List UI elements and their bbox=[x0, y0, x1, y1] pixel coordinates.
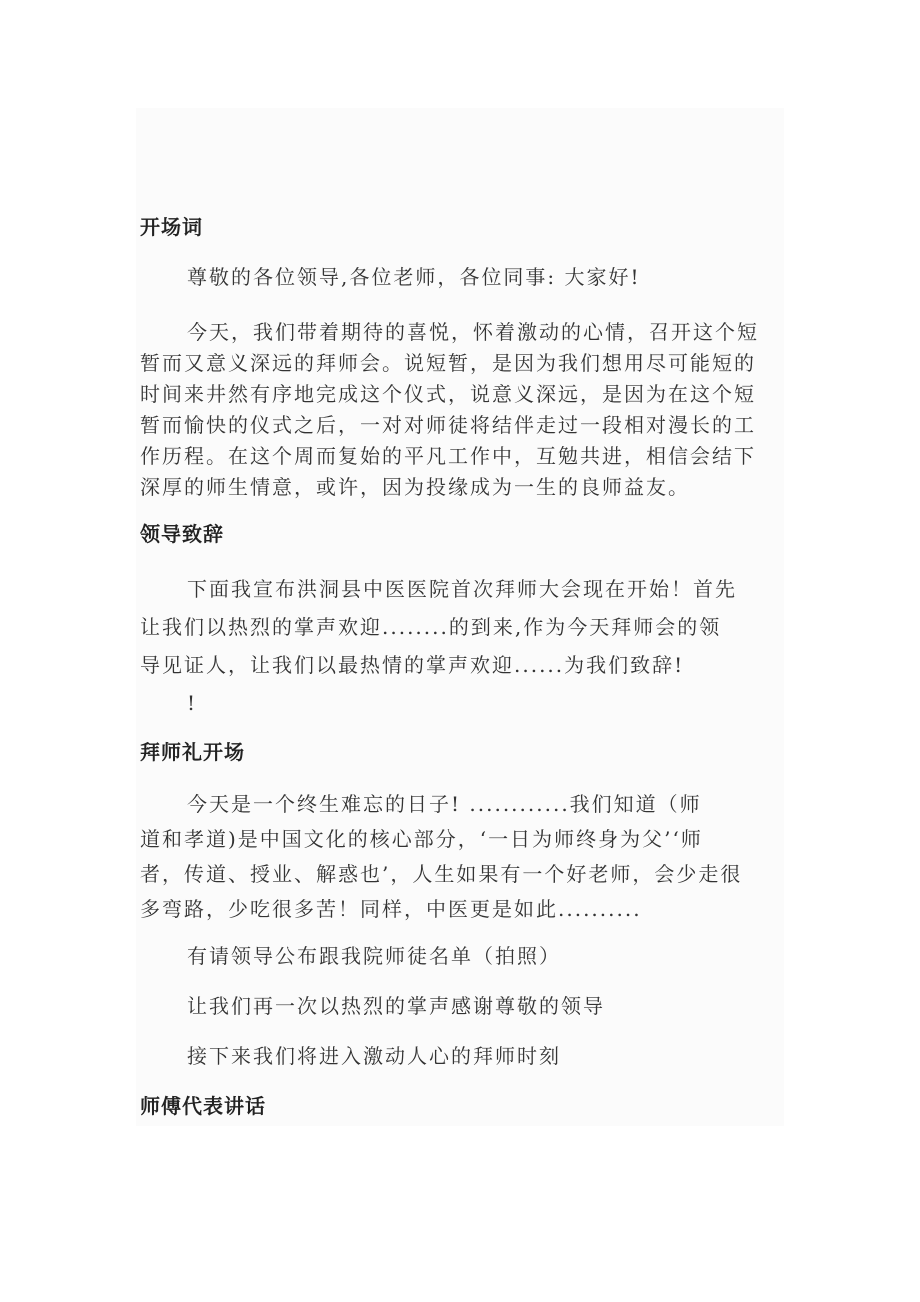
opening-greeting bbox=[140, 262, 800, 292]
paragraph-line: 作历程。在这个周而复始的平凡工作中，互勉共进，相信会结下 bbox=[140, 444, 756, 468]
heading-master-speech: 师傅代表讲话 bbox=[140, 1094, 266, 1118]
opening-paragraph bbox=[140, 317, 800, 503]
greeting-line: 尊敬的各位领导,各位老师，各位同事: 大家好! bbox=[187, 265, 641, 289]
paragraph-line: 今天是一个终生难忘的日子! ............我们知道（师 bbox=[187, 792, 702, 816]
heading-opening: 开场词 bbox=[140, 215, 203, 239]
paragraph-line: 道和孝道)是中国文化的核心部分，‘一日为师终身为父’‘师 bbox=[140, 827, 703, 851]
leader-paragraph bbox=[140, 570, 800, 684]
ceremony-paragraph bbox=[140, 787, 800, 927]
text-line: 让我们再一次以热烈的掌声感谢尊敬的领导 bbox=[187, 994, 605, 1018]
paragraph-line: 暂而愉快的仪式之后，一对对师徒将结伴走过一段相对漫长的工 bbox=[140, 413, 756, 437]
ceremony-line-b bbox=[140, 991, 800, 1021]
ceremony-line-a bbox=[140, 941, 800, 971]
paragraph-line: 深厚的师生情意，或许，因为投缘成为一生的良师益友。 bbox=[140, 475, 690, 499]
paragraph-line: 今天，我们带着期待的喜悦，怀着激动的心情，召开这个短 bbox=[187, 320, 759, 344]
ceremony-line-c bbox=[140, 1041, 800, 1071]
paragraph-line: 多弯路，少吃很多苦！同样，中医更是如此.......... bbox=[140, 897, 642, 921]
paragraph-line: 让我们以热烈的掌声欢迎........的到来,作为今天拜师会的领 bbox=[140, 615, 722, 639]
text-line: 接下来我们将进入激动人心的拜师时刻 bbox=[187, 1044, 561, 1068]
exclaim-line: ! bbox=[187, 691, 198, 715]
heading-ceremony: 拜师礼开场 bbox=[140, 740, 245, 764]
paragraph-line: 者，传道、授业、解惑也’，人生如果有一个好老师，会少走很 bbox=[140, 862, 743, 886]
text-line: 有请领导公布跟我院师徒名单（拍照） bbox=[187, 944, 561, 968]
paragraph-line: 导见证人，让我们以最热情的掌声欢迎......为我们致辞! bbox=[140, 653, 685, 677]
heading-leader-speech: 领导致辞 bbox=[140, 522, 224, 546]
paragraph-line: 暂而又意义深远的拜师会。说短暂，是因为我们想用尽可能短的 bbox=[140, 351, 756, 375]
paragraph-line: 下面我宣布洪洞县中医医院首次拜师大会现在开始！首先 bbox=[187, 577, 737, 601]
leader-exclaim bbox=[140, 688, 800, 718]
paragraph-line: 时间来井然有序地完成这个仪式，说意义深远，是因为在这个短 bbox=[140, 382, 756, 406]
